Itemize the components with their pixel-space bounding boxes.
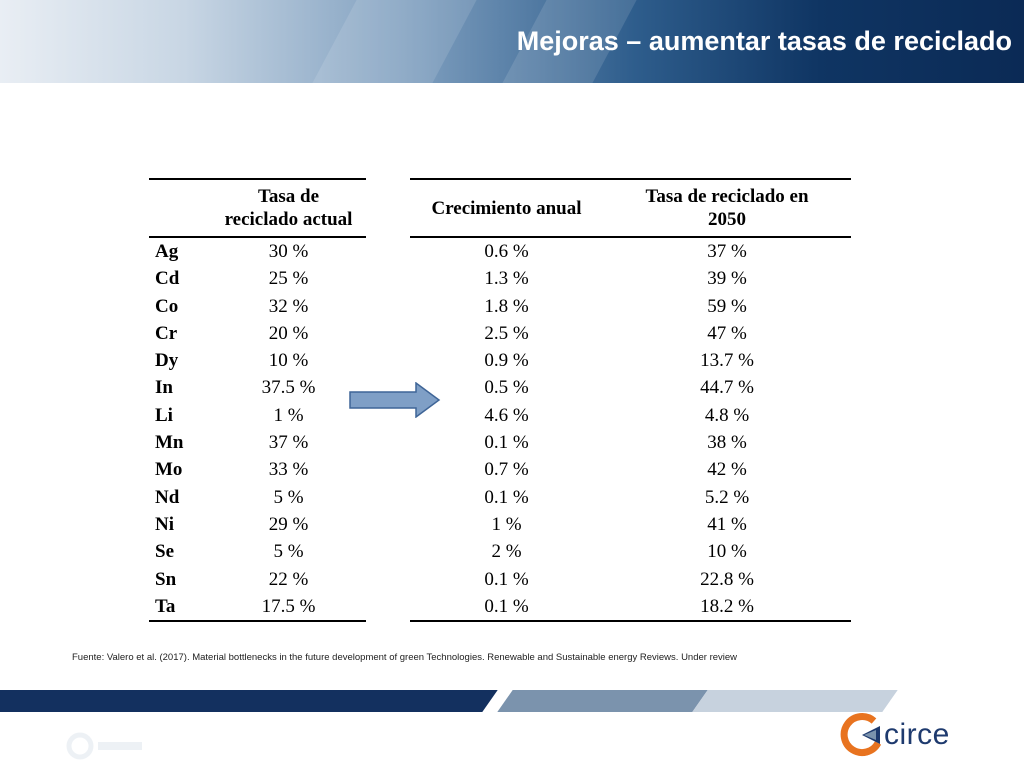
current-rate-cell: 32 % [268,295,309,317]
footer-band-mid [497,690,707,712]
table-row [149,456,366,483]
element-cell: Ta [155,595,176,617]
growth-cell: 1.3 % [484,268,529,290]
table-row [149,293,366,320]
growth-cell: 0.9 % [484,350,529,372]
table-row [410,429,851,456]
current-rate-cell: 29 % [268,513,309,535]
growth-cell: 1.8 % [484,295,529,317]
slide-title: Mejoras – aumentar tasas de reciclado [516,26,1012,56]
rate-2050-cell: 41 % [707,513,747,535]
header-decoration [293,0,487,83]
element-cell: Ni [155,513,174,535]
element-cell: Nd [155,486,180,508]
growth-cell: 0.1 % [484,568,529,590]
current-rate-cell: 10 % [268,350,309,372]
projection-table [410,178,851,622]
rate-2050-header-line2: 2050 [708,209,746,230]
table-row [410,456,851,483]
element-cell: Co [155,295,179,317]
table-row [410,320,851,347]
table-row [149,347,366,374]
current-rate-table [149,178,366,622]
table-row [410,293,851,320]
rate-2050-cell: 5.2 % [704,486,750,508]
element-cell: Sn [155,568,177,590]
element-cell: Dy [155,350,179,372]
current-rate-cell: 22 % [268,568,309,590]
rate-2050-cell: 4.8 % [704,404,750,426]
current-rate-cell: 20 % [268,322,309,344]
table-row [149,402,366,429]
growth-header: Crecimiento anual [410,179,603,237]
watermark-logo [66,732,146,760]
table-row [410,566,851,593]
current-rate-cell: 5 % [273,486,304,508]
table-row [149,374,366,401]
current-rate-cell: 1 % [273,404,304,426]
rate-2050-header-line1: Tasa de reciclado en [645,186,809,207]
table-row [149,265,366,292]
rate-2050-cell: 38 % [707,432,747,454]
growth-cell: 0.6 % [484,241,529,262]
growth-cell: 4.6 % [484,404,529,426]
table-row [410,237,851,265]
current-rate-cell: 17.5 % [261,595,316,617]
rate-2050-cell: 42 % [707,459,747,481]
table-row [410,484,851,511]
table-row [149,429,366,456]
growth-cell: 1 % [491,513,522,535]
growth-cell: 0.5 % [484,377,529,399]
table-row [410,374,851,401]
footer-band-light [692,690,897,712]
current-rate-cell: 30 % [268,241,309,262]
growth-cell: 0.1 % [484,595,529,617]
table-row [410,538,851,565]
source-note: Fuente: Valero et al. (2017). Material bottlenecks in the future development of green Technologies. Renewable and Sustainable energy Reviews. Under review [72,652,738,663]
table-row [149,511,366,538]
rate-2050-cell: 59 % [707,295,747,317]
current-rate-header [211,179,366,237]
current-rate-cell: 5 % [273,541,304,563]
table-row [410,402,851,429]
table-row [149,566,366,593]
current-rate-header-line2: reciclado actual [224,209,353,230]
element-cell: Se [155,541,174,563]
table-row [149,237,366,265]
element-column-header [149,179,211,237]
header-banner [0,0,1024,83]
rate-2050-cell: 22.8 % [700,568,754,590]
logo-wordmark: circe [884,718,950,751]
growth-cell: 2 % [491,541,522,563]
rate-2050-cell: 18.2 % [700,595,754,617]
current-rate-header-line1: Tasa de [257,186,320,207]
element-cell: In [155,377,173,399]
rate-2050-cell: 13.7 % [700,350,754,372]
element-cell: Ag [155,241,179,262]
rate-2050-cell: 37 % [707,241,747,262]
growth-cell: 0.1 % [484,486,529,508]
current-rate-cell: 37 % [268,432,309,454]
table-row [410,347,851,374]
growth-cell: 0.7 % [484,459,529,481]
element-cell: Cd [155,268,180,290]
current-rate-cell: 37.5 % [261,377,316,399]
table-row [149,320,366,347]
footer-band-dark [0,690,498,712]
current-rate-cell: 25 % [268,268,309,290]
rate-2050-cell: 47 % [707,322,747,344]
rate-2050-cell: 44.7 % [700,377,754,399]
table-header-row [149,179,366,237]
growth-cell: 2.5 % [484,322,529,344]
table-header-row [410,179,851,237]
element-cell: Cr [155,322,178,344]
rate-2050-header [603,179,851,237]
element-cell: Mo [155,459,183,481]
table-row [410,265,851,292]
circe-logo-icon [840,712,886,758]
table-row [149,593,366,621]
rate-2050-cell: 39 % [707,268,747,290]
element-cell: Li [155,404,173,426]
table-row [149,484,366,511]
table-row [410,511,851,538]
rate-2050-cell: 10 % [707,541,747,563]
table-row [410,593,851,621]
table-row [149,538,366,565]
growth-cell: 0.1 % [484,432,529,454]
element-cell: Mn [155,432,184,454]
current-rate-cell: 33 % [268,459,309,481]
